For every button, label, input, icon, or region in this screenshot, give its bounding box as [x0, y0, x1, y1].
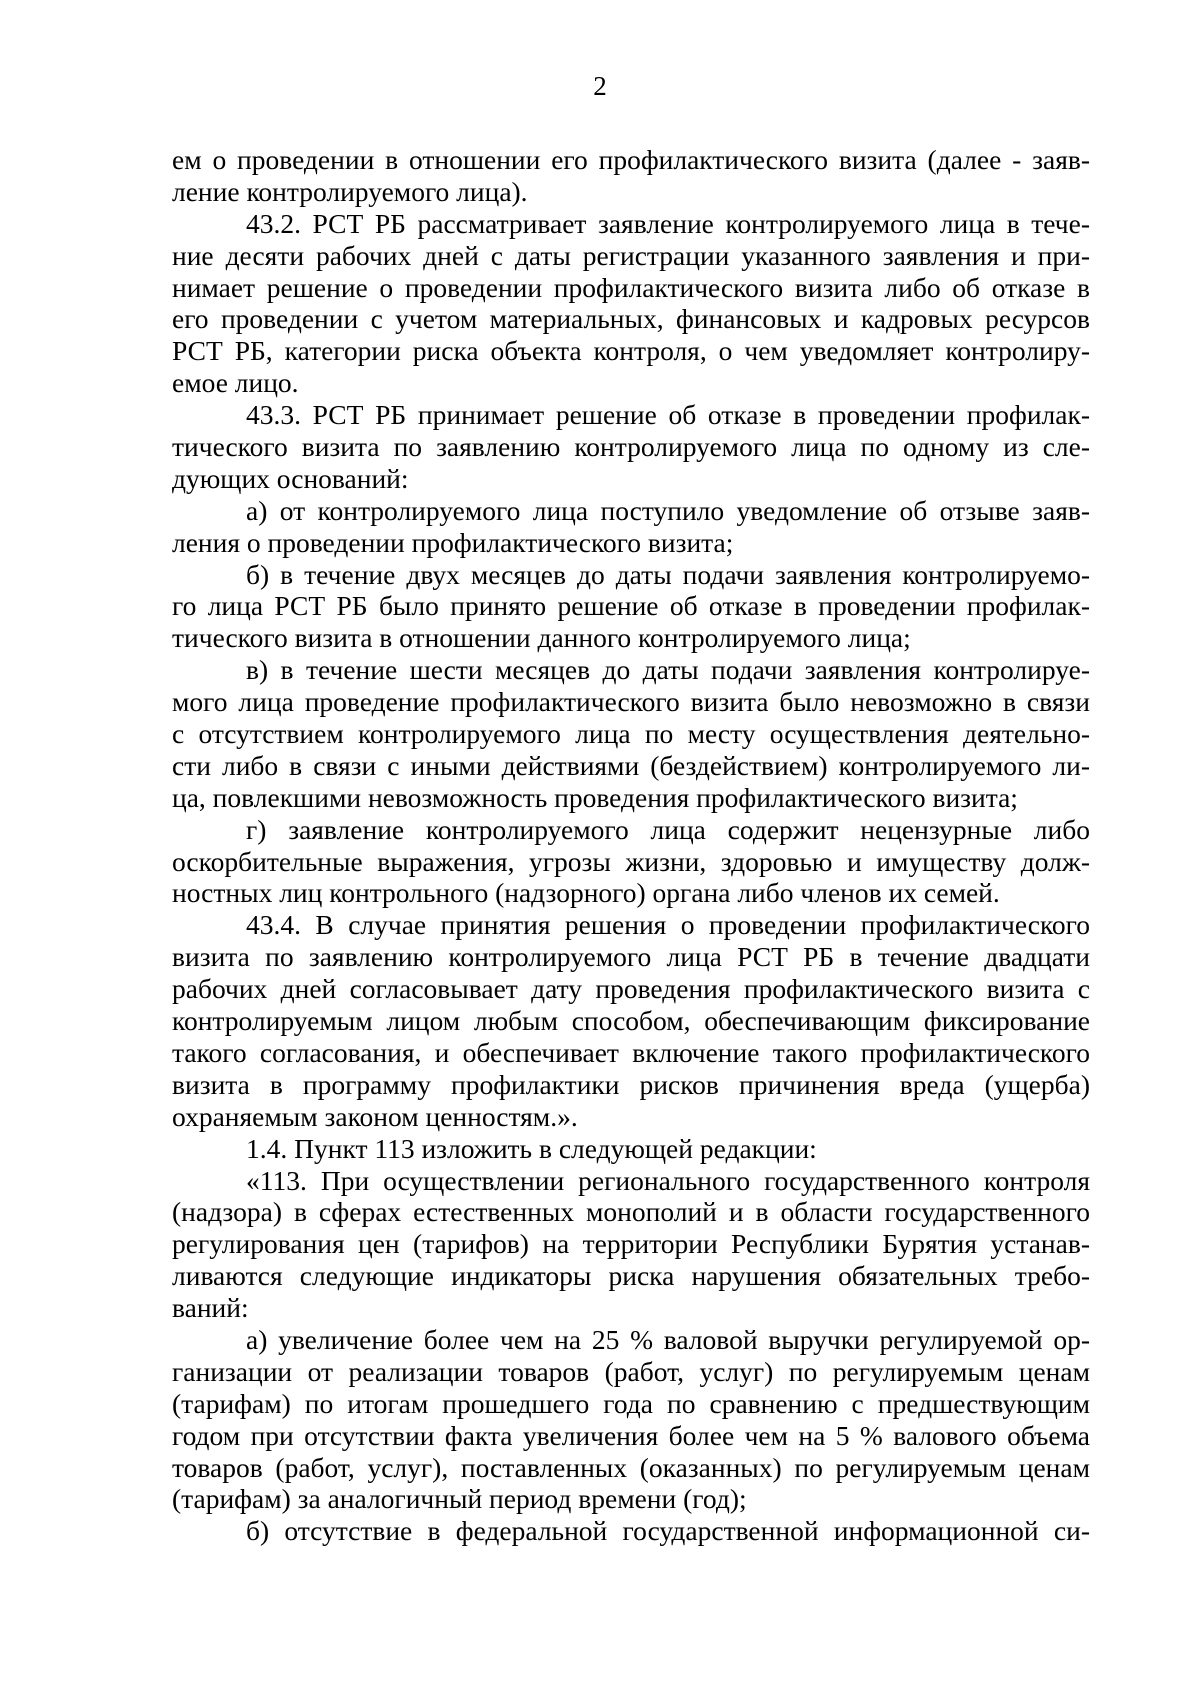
text-line: визита по заявлению контролируемого лица РСТ РБ в течение двадцати — [172, 941, 1090, 973]
text-line: товаров (работ, услуг), поставленных (оказанных) по регулируемым ценам — [172, 1451, 1090, 1483]
text-line: г) заявление контролируемого лица содержит нецензурные либо — [246, 813, 1090, 845]
text-line: ваний: — [172, 1292, 249, 1324]
text-line: «113. При осуществлении регионального государственного контроля — [246, 1164, 1090, 1196]
text-line: в) в течение шести месяцев до даты подачи заявления контролируе- — [246, 654, 1090, 686]
text-line: ние десяти рабочих дней с даты регистрации указанного заявления и при- — [172, 239, 1090, 271]
text-line: тического визита в отношении данного контролируемого лица; — [172, 622, 911, 654]
text-line: дующих оснований: — [172, 462, 409, 494]
text-line: емое лицо. — [172, 367, 299, 399]
text-line: ганизации от реализации товаров (работ, услуг) по регулируемым ценам — [172, 1355, 1090, 1387]
text-line: ливаются следующие индикаторы риска нарушения обязательных требо- — [172, 1260, 1090, 1292]
text-line: мого лица проведение профилактического визита было невозможно в связи — [172, 686, 1090, 718]
text-line: го лица РСТ РБ было принято решение об отказе в проведении профилак- — [172, 590, 1090, 622]
text-line: (надзора) в сферах естественных монополий и в области государственного — [172, 1196, 1090, 1228]
text-line: 43.2. РСТ РБ рассматривает заявление контролируемого лица в тече- — [246, 207, 1090, 239]
text-line: ца, повлекшими невозможность проведения профилактического визита; — [172, 781, 1018, 813]
text-line: ления о проведении профилактического визита; — [172, 526, 734, 558]
text-line: визита в программу профилактики рисков причинения вреда (ущерба) — [172, 1068, 1090, 1100]
text-line: а) увеличение более чем на 25 % валовой выручки регулируемой ор- — [246, 1323, 1090, 1355]
text-line: ностных лиц контрольного (надзорного) органа либо членов их семей. — [172, 877, 1000, 909]
text-line: такого согласования, и обеспечивает включение такого профилактического — [172, 1036, 1090, 1068]
text-line: РСТ РБ, категории риска объекта контроля, о чем уведомляет контролиру- — [172, 335, 1090, 367]
text-line: сти либо в связи с иными действиями (бездействием) контролируемого ли- — [172, 749, 1090, 781]
text-line: регулирования цен (тарифов) на территории Республики Бурятия устанав- — [172, 1228, 1090, 1260]
text-line: 1.4. Пункт 113 изложить в следующей редакции: — [246, 1132, 817, 1164]
text-line: 43.3. РСТ РБ принимает решение об отказе в проведении профилак- — [246, 399, 1090, 431]
text-line: его проведении с учетом материальных, финансовых и кадровых ресурсов — [172, 303, 1090, 335]
text-line: оскорбительные выражения, угрозы жизни, здоровью и имуществу долж- — [172, 845, 1090, 877]
text-line: контролируемым лицом любым способом, обеспечивающим фиксирование — [172, 1005, 1090, 1037]
text-line: б) в течение двух месяцев до даты подачи заявления контролируемо- — [246, 558, 1090, 590]
text-line: (тарифам) по итогам прошедшего года по сравнению с предшествующим — [172, 1387, 1090, 1419]
page-number: 2 — [593, 71, 607, 101]
text-line: 43.4. В случае принятия решения о проведении профилактического — [246, 909, 1090, 941]
text-line: ем о проведении в отношении его профилактического визита (далее - заяв- — [172, 144, 1090, 175]
text-line: б) отсутствие в федеральной государственной информационной си- — [246, 1515, 1090, 1547]
text-line: годом при отсутствии факта увеличения более чем на 5 % валового объема — [172, 1419, 1090, 1451]
text-line: охраняемым законом ценностям.». — [172, 1100, 578, 1132]
text-line: а) от контролируемого лица поступило уведомление об отзыве заяв- — [246, 494, 1090, 526]
text-line: ление контролируемого лица). — [172, 175, 528, 207]
text-line: с отсутствием контролируемого лица по месту осуществления деятельно- — [172, 718, 1090, 750]
text-line: нимает решение о проведении профилактического визита либо об отказе в — [172, 271, 1090, 303]
text-line: тического визита по заявлению контролируемого лица по одному из сле- — [172, 431, 1090, 463]
text-line: рабочих дней согласовывает дату проведения профилактического визита с — [172, 973, 1090, 1005]
text-line: (тарифам) за аналогичный период времени (год); — [172, 1483, 747, 1515]
document-body — [172, 144, 1090, 1547]
